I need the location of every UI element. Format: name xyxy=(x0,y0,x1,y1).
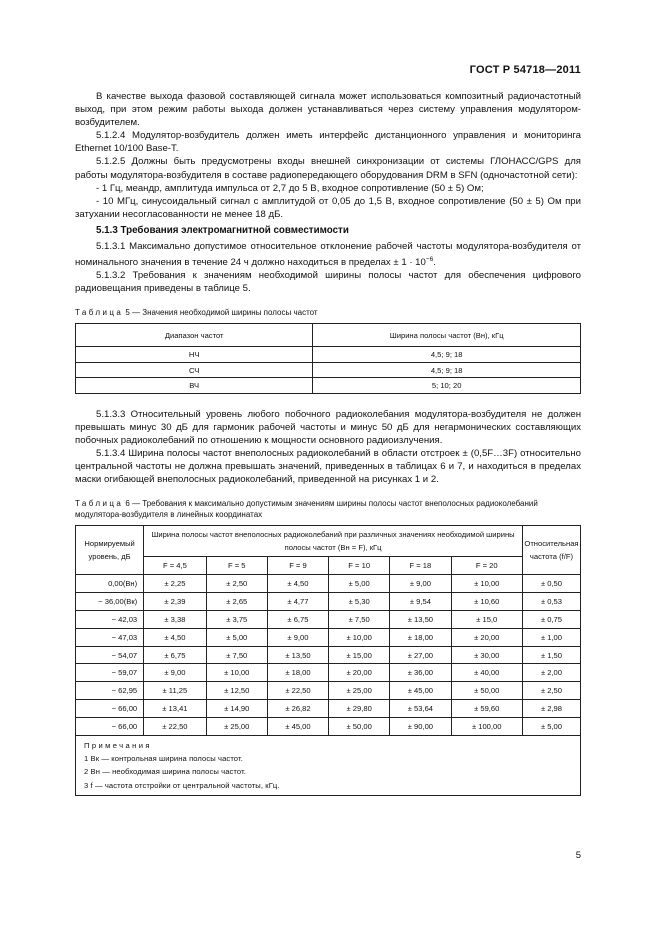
table-notes xyxy=(76,735,581,795)
table-row xyxy=(76,378,581,394)
table-cell: НЧ xyxy=(76,347,313,363)
table-cell: ± 9,00 xyxy=(390,575,451,593)
caption-text: 5 — Значения необходимой ширины полосы частот xyxy=(123,308,318,318)
table-cell: ± 0,53 xyxy=(522,593,580,611)
table-row xyxy=(76,646,581,664)
table-cell: ± 40,00 xyxy=(451,664,522,682)
table-cell: 4,5; 9; 18 xyxy=(313,362,581,378)
table-cell: ± 2,39 xyxy=(144,593,206,611)
table-cell: ± 2,65 xyxy=(206,593,267,611)
paragraph xyxy=(75,240,581,269)
table-header-row xyxy=(76,557,581,575)
table-cell: ± 20,00 xyxy=(451,628,522,646)
table-cell: ± 4,50 xyxy=(267,575,328,593)
table-cell: − 66,00 xyxy=(76,700,144,718)
table-cell: ± 1,50 xyxy=(522,646,580,664)
table-cell: ± 13,41 xyxy=(144,700,206,718)
table-cell: СЧ xyxy=(76,362,313,378)
table6-body xyxy=(76,575,581,735)
column-header: Относительная частота (f/F) xyxy=(522,526,580,575)
table-cell: ± 26,82 xyxy=(267,700,328,718)
table-row xyxy=(76,717,581,735)
paragraph-end: . xyxy=(433,257,436,269)
document-body xyxy=(75,90,581,796)
column-header: F = 4,5 xyxy=(144,557,206,575)
table-cell: ± 59,60 xyxy=(451,700,522,718)
paragraph: 5.1.3.4 Ширина полосы частот внеполосных радиоколебаний в области отстроек ± (0,5F…3F) относительно центральной частоты не должна превышать значений, приведенных в таблицах 6 и 7, и находиться в пределах маски огибающей внеполосных радиоколебаний, приведенной на рисунках 1 и 2. xyxy=(75,448,581,486)
table-cell: ± 2,50 xyxy=(206,575,267,593)
table-cell: ± 5,00 xyxy=(522,717,580,735)
table-cell: − 42,03 xyxy=(76,611,144,629)
table-cell: ± 2,25 xyxy=(144,575,206,593)
table-cell: ± 50,00 xyxy=(329,717,390,735)
table-cell: ± 3,75 xyxy=(206,611,267,629)
table-cell: ± 18,00 xyxy=(267,664,328,682)
note-item: 2 Вн — необходимая ширина полосы частот. xyxy=(84,767,247,777)
column-header: F = 18 xyxy=(390,557,451,575)
table-cell: ± 10,00 xyxy=(329,628,390,646)
table-cell: − 59,07 xyxy=(76,664,144,682)
table-cell: ± 10,00 xyxy=(451,575,522,593)
table-cell: − 54,07 xyxy=(76,646,144,664)
table-cell: ± 22,50 xyxy=(267,682,328,700)
table-cell: ± 22,50 xyxy=(144,717,206,735)
table-cell: ± 13,50 xyxy=(267,646,328,664)
table-cell: ± 3,38 xyxy=(144,611,206,629)
table-cell: ± 30,00 xyxy=(451,646,522,664)
table-cell: ± 7,50 xyxy=(329,611,390,629)
column-header: Ширина полосы частот (Вн), кГц xyxy=(313,324,581,347)
paragraph: В качестве выхода фазовой составляющей сигнала может использоваться композитный радиочастотный выход, при этом режим работы выхода должен устанавливаться через систему управления модулятором-возбудителем. xyxy=(75,91,581,129)
table-cell: − 36,00(Вк) xyxy=(76,593,144,611)
table-notes-row xyxy=(76,735,581,795)
table-word: Таблица xyxy=(75,308,124,318)
table-cell: ± 2,98 xyxy=(522,700,580,718)
table-row xyxy=(76,664,581,682)
table-cell: ± 2,00 xyxy=(522,664,580,682)
table-cell: ± 0,50 xyxy=(522,575,580,593)
table-cell: 5; 10; 20 xyxy=(313,378,581,394)
paragraph-text: 5.1.3.1 Максимально допустимое относительное отклонение рабочей частоты модулятора-возбудителя от номинального значения в течение 24 ч должно находиться в пределах ± 1 · 10 xyxy=(75,241,581,269)
table-cell: ± 15,00 xyxy=(329,646,390,664)
table-cell: ± 20,00 xyxy=(329,664,390,682)
table6 xyxy=(75,525,581,795)
table-cell: ± 1,00 xyxy=(522,628,580,646)
table-cell: ± 25,00 xyxy=(329,682,390,700)
table-cell: 4,5; 9; 18 xyxy=(313,347,581,363)
table-cell: ± 6,75 xyxy=(144,646,206,664)
table5 xyxy=(75,323,581,394)
paragraph: 5.1.3.3 Относительный уровень любого побочного радиоколебания модулятора-возбудителя не должен превышать минус 30 дБ для гармоник рабочей частоты и минус 50 дБ для негармонических составляющих побочных радиоколебаний по отношению к мощности основного радиоизлучения. xyxy=(75,408,581,447)
paragraph: 5.1.3.2 Требования к значениям необходимой ширины полосы частот для обеспечения цифрового радиовещания приведены в таблице 5. xyxy=(75,270,581,295)
table-cell: ± 5,00 xyxy=(329,575,390,593)
table-cell: ± 45,00 xyxy=(390,682,451,700)
table-cell: ± 7,50 xyxy=(206,646,267,664)
table-cell: − 47,03 xyxy=(76,628,144,646)
table-cell: ± 9,00 xyxy=(267,628,328,646)
table-row xyxy=(76,682,581,700)
table-row xyxy=(76,347,581,363)
table-cell: ± 14,90 xyxy=(206,700,267,718)
list-item: - 1 Гц, меандр, амплитуда импульса от 2,7 до 5 В, входное сопротивление (50 ± 5) Ом; xyxy=(96,182,484,194)
column-header: Диапазон частот xyxy=(76,324,313,347)
table5-caption xyxy=(75,307,581,318)
table-cell: ± 18,00 xyxy=(390,628,451,646)
list-item: - 10 МГц, синусоидальный сигнал с амплитудой от 0,05 до 1,5 В, входное сопротивление (50 ± 5) Ом при затухании несогласованности не менее 18 дБ. xyxy=(75,195,581,220)
table-row xyxy=(76,575,581,593)
notes-header: Примечания xyxy=(84,740,152,750)
table-cell: ± 27,00 xyxy=(390,646,451,664)
table-cell: ± 50,00 xyxy=(451,682,522,700)
table-cell: 0,00(Вн) xyxy=(76,575,144,593)
table-cell: ± 15,0 xyxy=(451,611,522,629)
table-cell: ± 36,00 xyxy=(390,664,451,682)
table-cell: ± 0,75 xyxy=(522,611,580,629)
table-cell: ± 2,50 xyxy=(522,682,580,700)
table-cell: ± 29,80 xyxy=(329,700,390,718)
table6-caption xyxy=(75,498,581,520)
table-cell: ± 9,54 xyxy=(390,593,451,611)
table-row xyxy=(76,611,581,629)
table-word: Таблица xyxy=(75,499,124,509)
caption-text: 6 — Требования к максимально допустимым значениям ширины полосы частот внеполосных радиоколебаний модулятора-возбудителя в линейных координатах xyxy=(75,499,538,520)
column-header: Нормируемый уровень, дБ xyxy=(76,526,144,575)
note-item: 3 f — частота отстройки от центральной частоты, кГц. xyxy=(84,780,280,790)
table-cell: ± 5,00 xyxy=(206,628,267,646)
table-cell: ± 13,50 xyxy=(390,611,451,629)
column-group-header: Ширина полосы частот внеполосных радиоколебаний при различных значениях необходимой ширины полосы частот (Вн = F), кГц xyxy=(144,526,523,557)
table-cell: ± 100,00 xyxy=(451,717,522,735)
table-cell: ± 6,75 xyxy=(267,611,328,629)
column-header: F = 20 xyxy=(451,557,522,575)
column-header: F = 10 xyxy=(329,557,390,575)
table-cell: − 62,95 xyxy=(76,682,144,700)
table-cell: ± 10,00 xyxy=(206,664,267,682)
table-header-row xyxy=(76,324,581,347)
section-heading: 5.1.3 Требования электромагнитной совместимости xyxy=(96,224,349,236)
table-cell: ± 11,25 xyxy=(144,682,206,700)
table-cell: ± 90,00 xyxy=(390,717,451,735)
table-cell: ± 4,50 xyxy=(144,628,206,646)
note-item: 1 Вк — контрольная ширина полосы частот. xyxy=(84,753,243,763)
column-header: F = 9 xyxy=(267,557,328,575)
document-code: ГОСТ Р 54718—2011 xyxy=(469,64,581,76)
table-cell: ± 12,50 xyxy=(206,682,267,700)
table-header-row xyxy=(76,526,581,557)
table-cell: ± 53,64 xyxy=(390,700,451,718)
page-number: 5 xyxy=(575,850,581,861)
table-cell: ± 9,00 xyxy=(144,664,206,682)
table-row xyxy=(76,628,581,646)
table-row xyxy=(76,700,581,718)
paragraph: 5.1.2.4 Модулятор-возбудитель должен иметь интерфейс дистанционного управления и мониторинга Ethernet 10/100 Base-T. xyxy=(75,130,581,155)
table-cell: − 66,00 xyxy=(76,717,144,735)
table-cell: ± 45,00 xyxy=(267,717,328,735)
table-cell: ± 25,00 xyxy=(206,717,267,735)
table-row xyxy=(76,593,581,611)
paragraph: 5.1.2.5 Должны быть предусмотрены входы внешней синхронизации от системы ГЛОНАСС/GPS для работы модулятора-возбудителя в составе радиопередающего оборудования DRM в SFN (одночастотной сети): xyxy=(75,156,581,181)
column-header: F = 5 xyxy=(206,557,267,575)
table-cell: ± 5,30 xyxy=(329,593,390,611)
table-cell: ВЧ xyxy=(76,378,313,394)
table-cell: ± 10,60 xyxy=(451,593,522,611)
table-cell: ± 4,77 xyxy=(267,593,328,611)
exponent: −6 xyxy=(425,256,434,264)
table-row xyxy=(76,362,581,378)
